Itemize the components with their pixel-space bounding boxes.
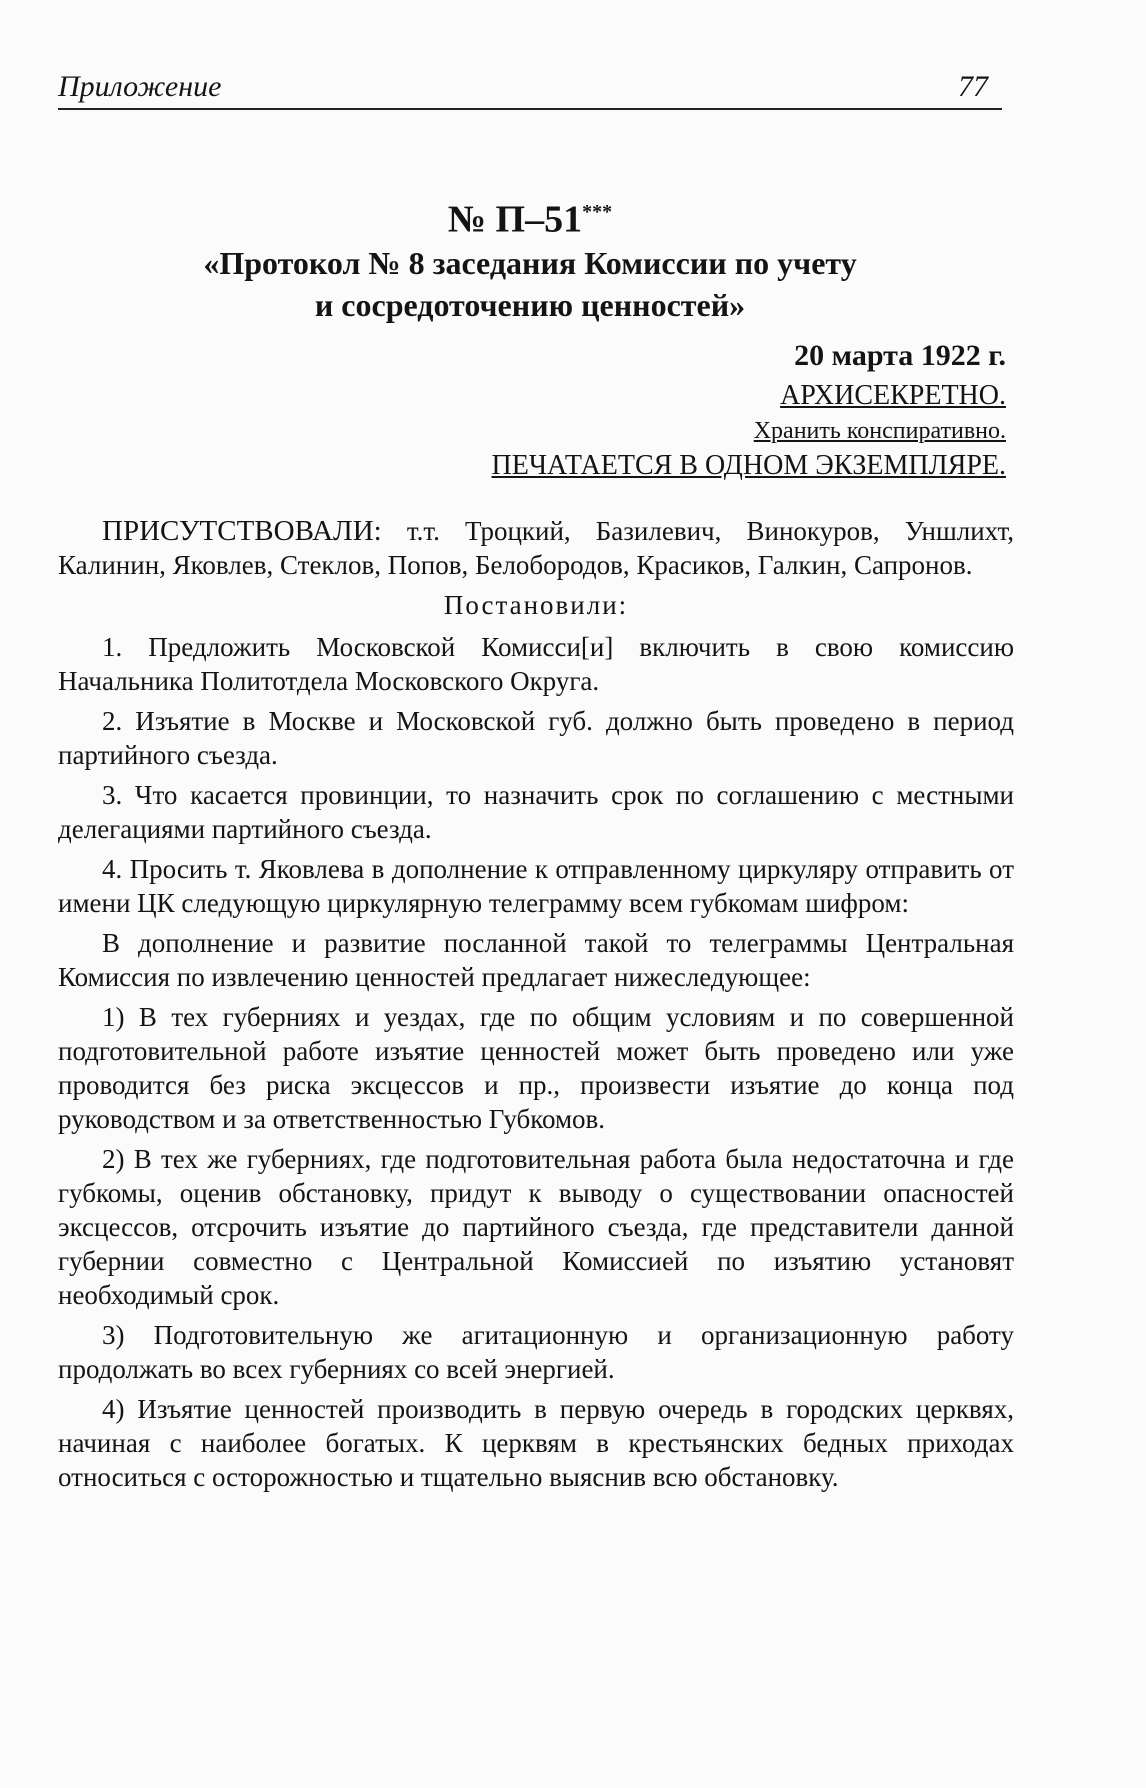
present-paragraph xyxy=(58,514,1014,582)
resolution-item-1: 1. Предложить Московской Комисси[и] включить в свою комиссию Начальника Политотдела Московского Округа. xyxy=(58,632,1014,696)
telegram-intro: В дополнение и развитие посланной такой то телеграммы Центральная Комиссия по извлечению ценностей предлагает нижеследующее: xyxy=(58,928,1014,992)
present-names: т.т. Троцкий, Базилевич, Винокуров, Уншлихт, Калинин, Яковлев, Стеклов, Попов, Белобородов, Красиков, Галкин, Сапронов. xyxy=(58,516,1015,580)
document-date: 20 марта 1922 г. xyxy=(794,339,1006,372)
resolution-item-3: 3. Что касается провинции, то назначить срок по соглашению с местными делегациями партийного съезда. xyxy=(58,780,1014,844)
resolution-item-4: 4. Просить т. Яковлева в дополнение к отправленному циркуляру отправить от имени ЦК следующую циркулярную телеграмму всем губкомам шифром: xyxy=(58,854,1014,918)
document-meta xyxy=(492,336,1006,486)
handling-note: Хранить конспиративно. xyxy=(753,418,1006,444)
telegram-point-2: 2) В тех же губерниях, где подготовительная работа была недостаточна и где губкомы, оценив обстановку, придут к выводу о существовании опасностей эксцессов, отсрочить изъятие до партийного съезда, где представители данной губернии совместно с Центральной Комиссией по изъятию установят необходимый срок. xyxy=(58,1144,1014,1310)
document-title-line-2: и сосредоточению ценностей» xyxy=(314,286,746,323)
classification-stamp: АРХИСЕКРЕТНО. xyxy=(780,380,1006,411)
copies-note: ПЕЧАТАЕТСЯ В ОДНОМ ЭКЗЕМПЛЯРЕ. xyxy=(491,450,1006,481)
present-label: ПРИСУТСТВОВАЛИ: xyxy=(102,515,382,547)
section-title: Приложение xyxy=(58,70,222,103)
running-header xyxy=(58,64,1002,110)
document-body xyxy=(58,514,1014,1500)
resolved-heading: Постановили: xyxy=(443,590,629,620)
footnote-marker: *** xyxy=(582,201,613,223)
page-number: 77 xyxy=(958,70,988,103)
telegram-point-4: 4) Изъятие ценностей производить в первую очередь в городских церквях, начиная с наиболее богатых. К церквям в крестьянских бедных приходах относиться с осторожностью и тщательно выяснив всю обстановку. xyxy=(58,1394,1014,1492)
telegram-point-1: 1) В тех губерниях и уездах, где по общим условиям и по совершенной подготовительной работе изъятие ценностей может быть проведено или уже проводится без риска эксцессов и пр., произвести изъятие до конца под руководством и за ответственностью Губкомов. xyxy=(58,1002,1014,1134)
resolution-item-2: 2. Изъятие в Москве и Московской губ. должно быть проведено в период партийного съезда. xyxy=(58,706,1014,770)
document-title-block xyxy=(60,190,1000,326)
telegram-point-3: 3) Подготовительную же агитационную и организационную работу продолжать во всех губерниях со всей энергией. xyxy=(58,1320,1014,1384)
document-title-line-1: «Протокол № 8 заседания Комиссии по учету xyxy=(203,244,857,281)
document-number: № П–51*** xyxy=(447,198,613,241)
